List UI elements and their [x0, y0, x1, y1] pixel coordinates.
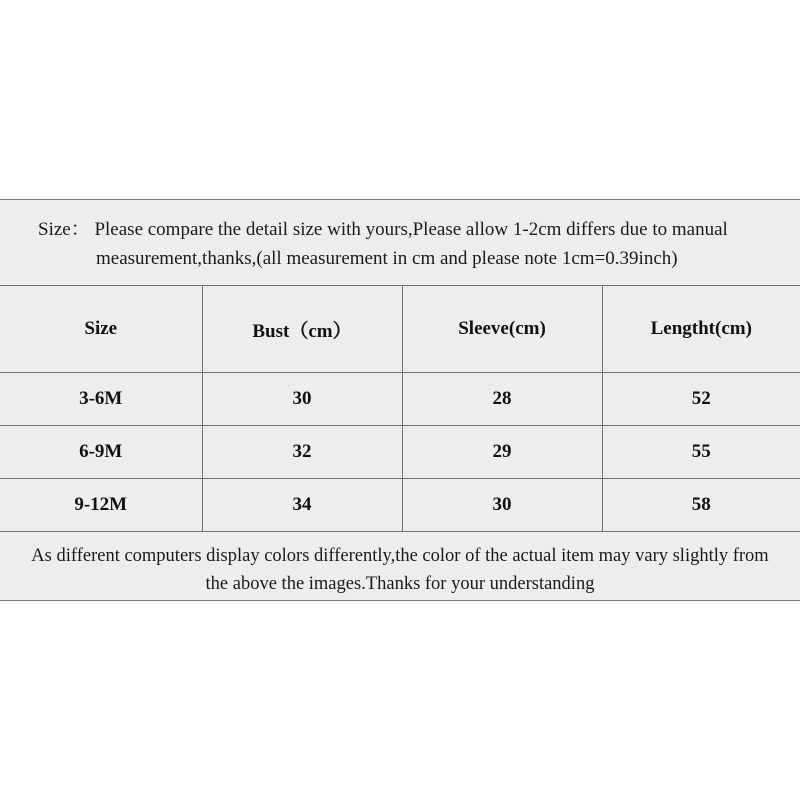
header-size: Size [0, 286, 202, 373]
sleeve-cell: 28 [402, 373, 602, 426]
table-row [0, 373, 800, 426]
table-header-row [0, 286, 800, 373]
header-length: Lengtht(cm) [602, 286, 800, 373]
bust-cell: 32 [202, 426, 402, 479]
size-cell: 3-6M [0, 373, 202, 426]
size-cell: 9-12M [0, 479, 202, 532]
color-disclaimer-line-1: As different computers display colors differently,the color of the actual item may vary slightly from [31, 546, 769, 566]
size-table [0, 285, 800, 532]
length-cell: 55 [602, 426, 800, 479]
bust-cell: 30 [202, 373, 402, 426]
color-disclaimer-line-2: the above the images.Thanks for your understanding [205, 574, 595, 594]
table-row [0, 479, 800, 532]
sleeve-cell: 30 [402, 479, 602, 532]
size-note-line-2: measurement,thanks,(all measurement in cm and please note 1cm=0.39inch) [96, 248, 678, 269]
length-cell: 58 [602, 479, 800, 532]
size-chart [0, 199, 800, 601]
table-row [0, 426, 800, 479]
header-bust: Bust（cm） [202, 286, 402, 373]
size-cell: 6-9M [0, 426, 202, 479]
color-disclaimer [0, 540, 800, 601]
size-note-line-1: Size： Please compare the detail size with yours,Please allow 1-2cm differs due to manual [38, 219, 728, 240]
bust-cell: 34 [202, 479, 402, 532]
header-sleeve: Sleeve(cm) [402, 286, 602, 373]
sleeve-cell: 29 [402, 426, 602, 479]
length-cell: 52 [602, 373, 800, 426]
size-note [0, 199, 800, 285]
